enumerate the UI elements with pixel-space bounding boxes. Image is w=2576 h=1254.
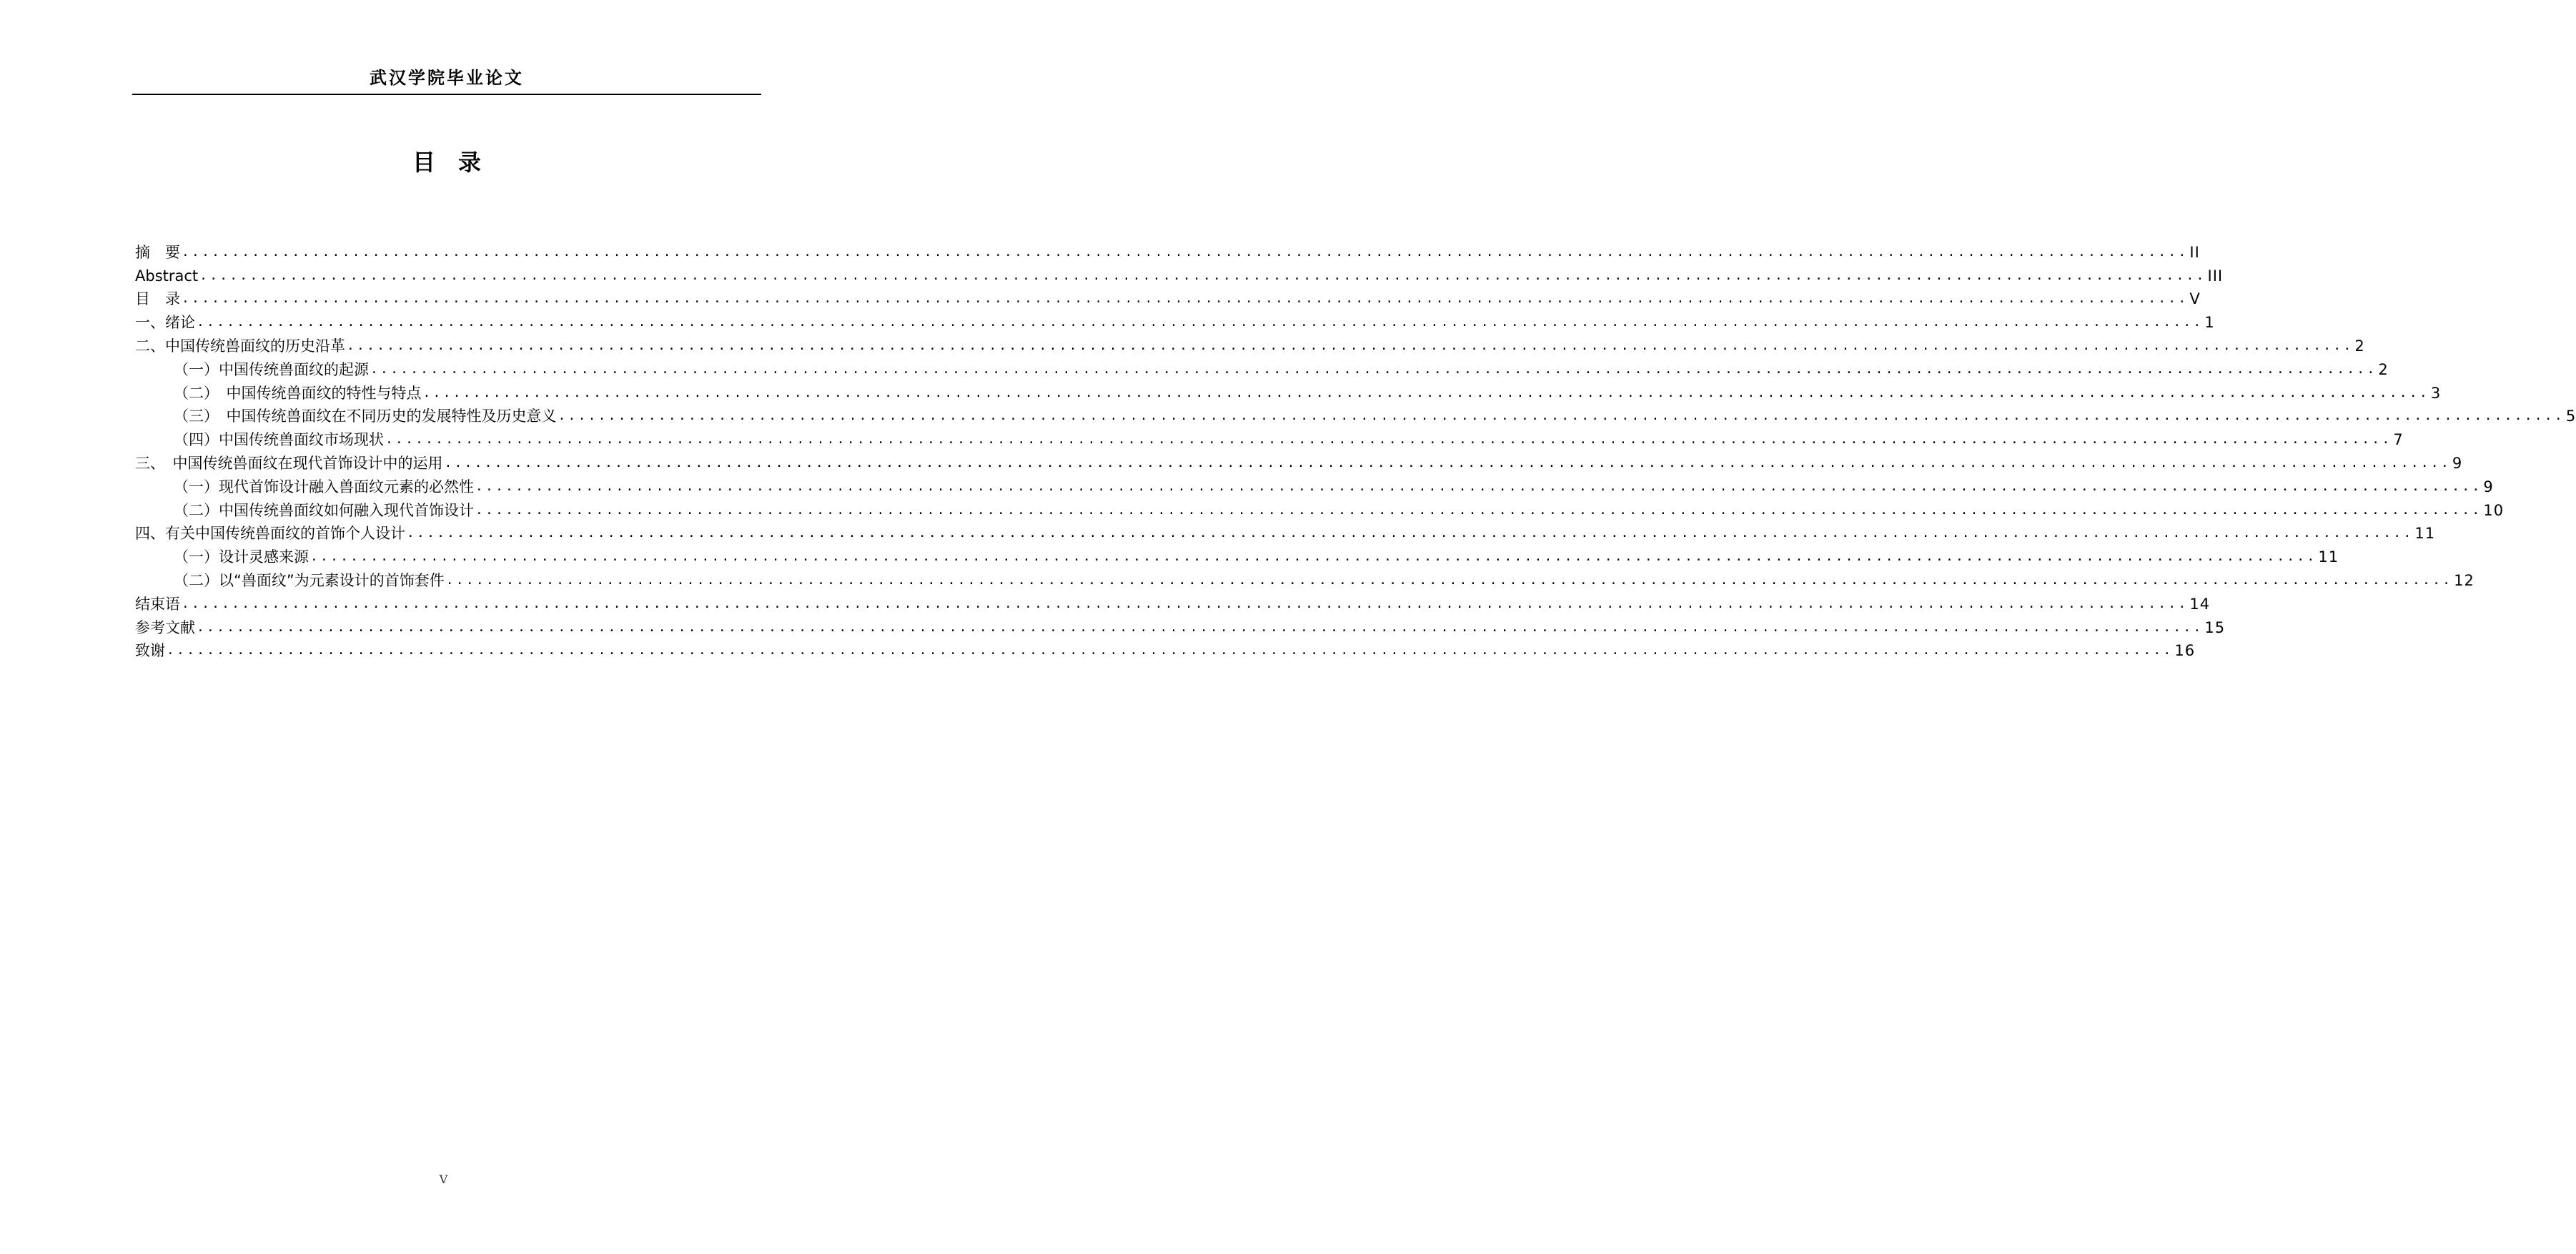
- toc-title-char-1: 目: [412, 149, 435, 176]
- toc-dot-leader: ........................................................................................................................................................................................................: [167, 643, 2174, 658]
- toc-dot-leader: ........................................................................................................................................................................................................: [445, 572, 2453, 588]
- toc-entry[interactable]: [135, 286, 2201, 310]
- toc-entry-label: Abstract: [135, 267, 199, 285]
- page-number: V: [439, 1172, 448, 1186]
- toc-entry-page: V: [2189, 290, 2201, 308]
- toc-dot-leader: ........................................................................................................................................................................................................: [475, 478, 2482, 494]
- toc-entry[interactable]: [135, 356, 2389, 380]
- toc-entry[interactable]: [135, 262, 2224, 286]
- toc-entry-label: （一）现代首饰设计融入兽面纹元素的必然性: [174, 478, 474, 495]
- toc-entry-page: 15: [2204, 618, 2226, 636]
- toc-dot-leader: ........................................................................................................................................................................................................: [407, 525, 2414, 541]
- toc-dot-leader: ........................................................................................................................................................................................................: [182, 244, 2189, 260]
- toc-entry-label: （四）中国传统兽面纹市场现状: [174, 431, 384, 449]
- toc-entry-page: 10: [2483, 501, 2505, 519]
- toc-dot-leader: ........................................................................................................................................................................................................: [197, 619, 2204, 635]
- toc-entry[interactable]: [135, 614, 2226, 638]
- toc-entry-label: 四、有关中国传统兽面纹的首饰个人设计: [135, 525, 405, 543]
- toc-entry-label: 结束语: [135, 595, 180, 613]
- toc-entry-page: 2: [2354, 337, 2365, 355]
- toc-entry-label: 三、 中国传统兽面纹在现代首饰设计中的运用: [135, 454, 443, 472]
- toc-entry-page: 2: [2378, 360, 2389, 378]
- toc-entry-label: 二、中国传统兽面纹的历史沿革: [135, 337, 345, 355]
- toc-entry-page: 11: [2318, 548, 2339, 566]
- toc-entry[interactable]: [135, 473, 2494, 497]
- toc-entry[interactable]: [135, 309, 2215, 332]
- toc-dot-leader: ........................................................................................................................................................................................................: [370, 361, 2377, 377]
- toc-entry-label: （二）以“兽面纹”为元素设计的首饰套件: [174, 571, 445, 589]
- toc-entry-label: 致谢: [135, 642, 165, 660]
- toc-dot-leader: ........................................................................................................................................................................................................: [558, 408, 2565, 424]
- toc-dot-leader: ........................................................................................................................................................................................................: [197, 315, 2204, 330]
- toc-entry-page: 7: [2393, 431, 2404, 449]
- toc-entry-page: 14: [2189, 595, 2211, 613]
- toc-entry-page: 16: [2174, 642, 2196, 660]
- toc-dot-leader: ........................................................................................................................................................................................................: [385, 432, 2392, 448]
- toc-title: [132, 145, 761, 179]
- toc-dot-leader: ........................................................................................................................................................................................................: [422, 385, 2429, 400]
- toc-entry-page: 3: [2430, 384, 2442, 402]
- toc-entry[interactable]: [135, 567, 2475, 591]
- toc-entry[interactable]: [135, 591, 2211, 614]
- toc-entry-page: II: [2189, 243, 2200, 261]
- toc-entry[interactable]: [135, 497, 2505, 520]
- toc-entry-page: III: [2207, 267, 2224, 285]
- toc-dot-leader: ........................................................................................................................................................................................................: [199, 267, 2206, 283]
- toc-entry-label: 摘 要: [135, 243, 180, 261]
- table-of-contents: [135, 239, 2576, 661]
- toc-entry-label: 一、绪论: [135, 314, 195, 332]
- toc-entry-label: 参考文献: [135, 618, 195, 636]
- toc-entry-page: 5: [2565, 408, 2576, 425]
- toc-dot-leader: ........................................................................................................................................................................................................: [182, 596, 2189, 611]
- toc-entry[interactable]: [135, 403, 2576, 427]
- toc-entry[interactable]: [135, 426, 2404, 450]
- toc-entry-page: 1: [2204, 314, 2215, 332]
- header-rule: [132, 94, 761, 95]
- toc-entry-label: 目 录: [135, 290, 180, 308]
- toc-entry-page: 11: [2414, 525, 2436, 543]
- toc-dot-leader: ........................................................................................................................................................................................................: [347, 337, 2354, 353]
- toc-entry-label: （二）中国传统兽面纹如何融入现代首饰设计: [174, 501, 474, 519]
- toc-dot-leader: ........................................................................................................................................................................................................: [182, 291, 2189, 307]
- toc-entry[interactable]: [135, 638, 2196, 661]
- toc-entry-label: （一）中国传统兽面纹的起源: [174, 360, 369, 378]
- toc-entry[interactable]: [135, 543, 2339, 567]
- toc-entry-label: （二） 中国传统兽面纹的特性与特点: [174, 384, 422, 402]
- toc-dot-leader: ........................................................................................................................................................................................................: [310, 549, 2317, 565]
- toc-entry[interactable]: [135, 450, 2463, 473]
- toc-dot-leader: ........................................................................................................................................................................................................: [444, 455, 2451, 470]
- toc-entry[interactable]: [135, 380, 2442, 403]
- toc-entry-label: （三） 中国传统兽面纹在不同历史的发展特性及历史意义: [174, 408, 557, 425]
- toc-entry[interactable]: [135, 332, 2365, 356]
- toc-entry-label: （一）设计灵感来源: [174, 548, 309, 566]
- toc-entry-page: 12: [2454, 571, 2475, 589]
- toc-entry[interactable]: [135, 239, 2200, 262]
- toc-entry-page: 9: [2452, 454, 2463, 472]
- toc-title-char-2: 录: [458, 149, 482, 176]
- toc-entry[interactable]: [135, 520, 2436, 544]
- toc-dot-leader: ........................................................................................................................................................................................................: [475, 502, 2482, 518]
- toc-entry-page: 9: [2483, 478, 2494, 495]
- running-header: 武汉学院毕业论文: [370, 67, 524, 88]
